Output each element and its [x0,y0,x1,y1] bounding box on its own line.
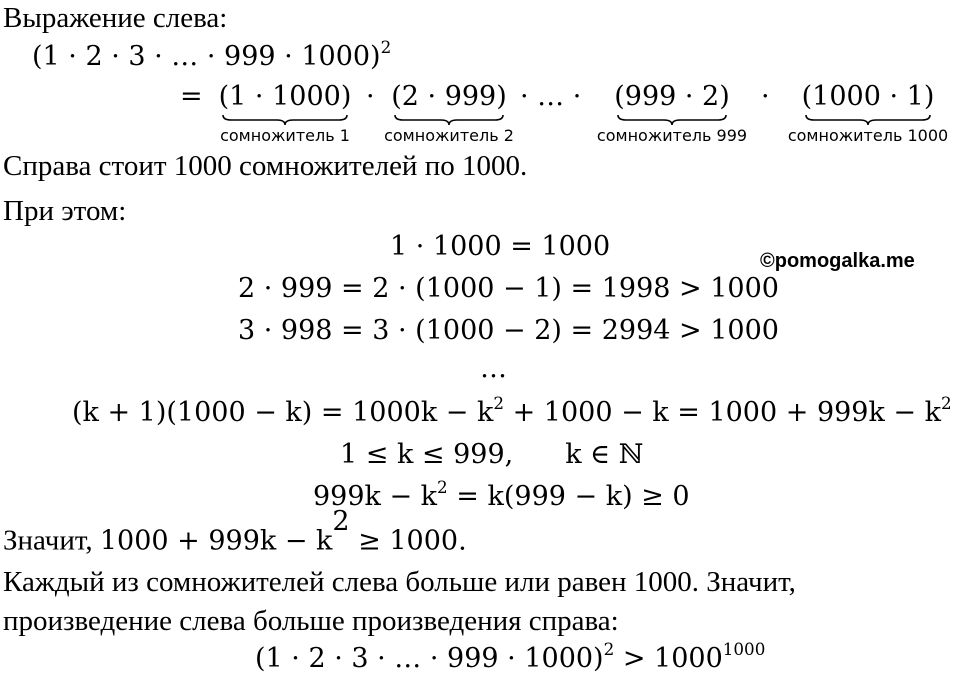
expression-left-base: (1 · 2 · 3 · … · 999 · 1000) [32,41,381,72]
factor-group-2 [374,80,524,146]
intro-text: Выражение слева: [3,2,228,34]
range-condition [340,438,643,472]
inequality-part-b: = k(999 − k) ≥ 0 [447,481,690,512]
factor-1-label: сомножитель 1 [220,126,350,145]
inequality-part-a: 999k − k [313,481,438,512]
therefore-expr-b: ≥ 1000. [349,525,467,557]
equals-sign: = [180,81,203,112]
final-exp-2: 2 [603,638,615,659]
therefore-expr-a: 1000 + 999k − k [99,525,333,557]
factor-group-1 [205,80,365,146]
equation-1: 1 · 1000 = 1000 [390,231,611,262]
watermark: ©pomogalka.me [760,250,915,272]
therefore-word: Значит, [3,524,100,557]
expression-left [32,36,392,74]
range-k: 1 ≤ k ≤ 999, [340,439,514,470]
underbrace-2 [393,114,505,126]
expression-left-exponent: 2 [380,36,392,57]
final-inequality [255,638,766,676]
final-exp-1000: 1000 [722,638,766,659]
factor-4-expr: (1000 · 1) [801,81,935,112]
exp-2b: 2 [940,392,952,413]
factor-3-expr: (999 · 2) [614,81,730,112]
factor-2-label: сомножитель 2 [384,126,514,145]
exp-2c: 2 [437,476,448,497]
equation-general-part-b: + 1000 − k = 1000 + 999k − k [504,397,941,428]
underbrace-1 [221,114,349,126]
equation-general [72,392,952,430]
final-right: > 1000 [614,643,723,674]
equation-3: 3 · 998 = 3 · (1000 − 2) = 2994 > 1000 [238,315,779,346]
underbrace-3 [616,114,728,126]
factor-1-expr: (1 · 1000) [218,81,352,112]
product-text: произведение слева больше произведения справа: [3,605,619,637]
factor-2-expr: (2 · 999) [391,81,507,112]
therefore-line [3,506,467,558]
meanwhile-text: При этом: [3,195,127,227]
k-natural: k ∈ ℕ [565,439,644,470]
inequality-nonneg [313,476,690,514]
right-side-text: Справа стоит 1000 сомножителей по 1000. [3,150,528,182]
factor-4-label: сомножитель 1000 [787,126,949,145]
exp-2d: 2 [332,506,350,537]
final-left: (1 · 2 · 3 · … · 999 · 1000) [255,643,604,674]
factor-3-label: сомножитель 999 [596,126,748,145]
dot-operator-2: · [761,81,770,112]
each-factor-text: Каждый из сомножителей слева больше или равен 1000. Значит, [3,566,796,598]
factor-group-3 [588,80,756,146]
ellipsis-row: … [480,353,507,384]
dot-operator: · [366,81,375,112]
factor-group-4 [778,80,958,146]
exp-2a: 2 [493,392,504,413]
ellipsis-operator: · … · [520,81,582,112]
underbrace-4 [804,114,932,126]
equation-general-part-a: (k + 1)(1000 − k) = 1000k − k [72,397,494,428]
equation-2: 2 · 999 = 2 · (1000 − 1) = 1998 > 1000 [238,273,779,304]
